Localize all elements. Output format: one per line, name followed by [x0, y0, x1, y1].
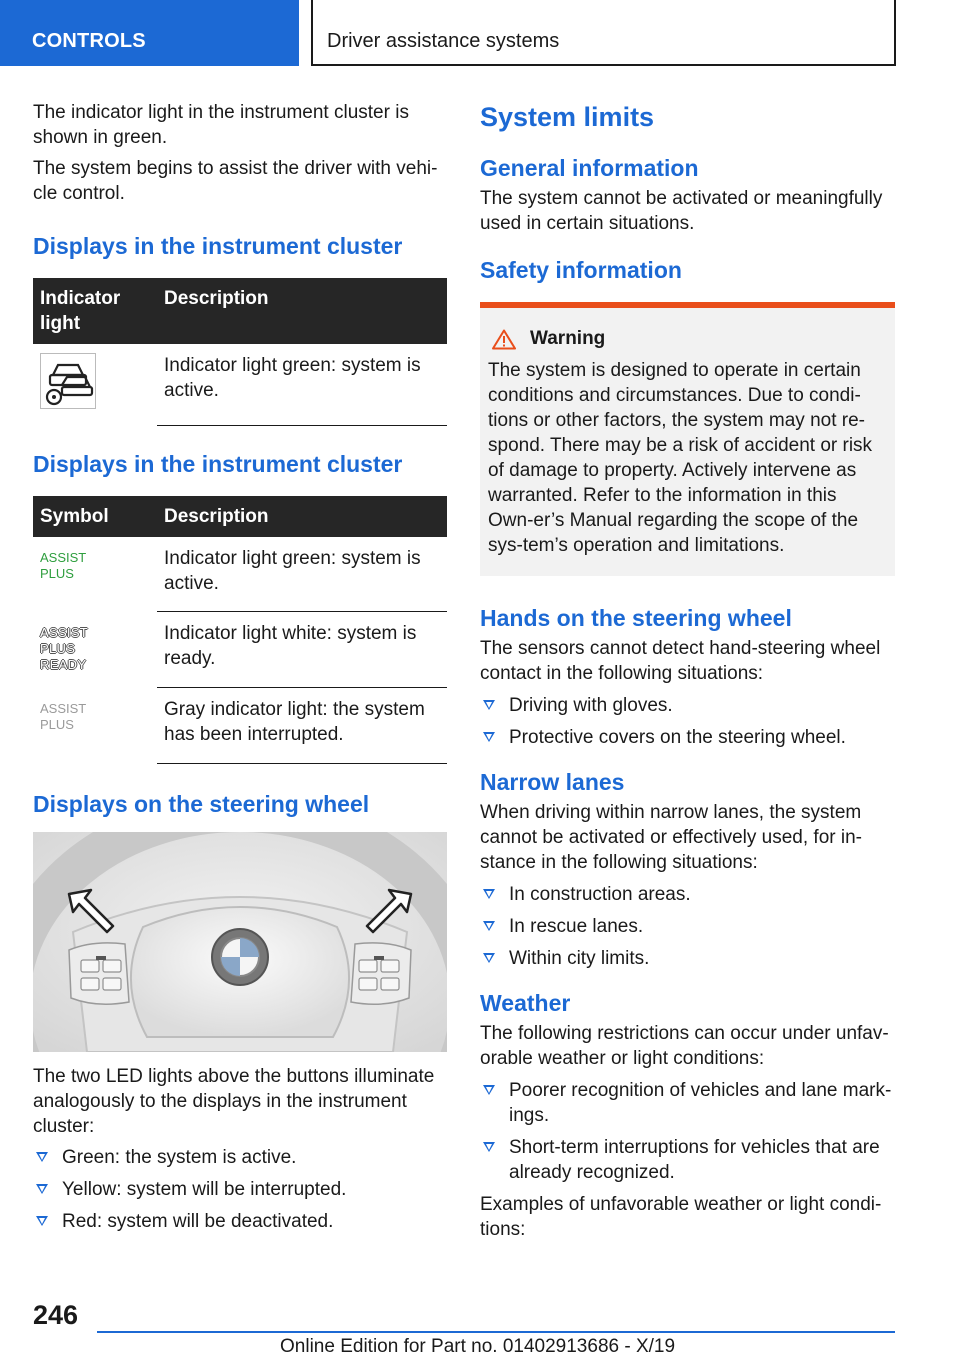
bullet-triangle-icon	[36, 1184, 48, 1194]
table-header-cell: Symbol	[33, 496, 157, 537]
table-row	[33, 688, 447, 764]
bullet-triangle-icon	[483, 921, 495, 931]
page-header	[0, 0, 960, 66]
section-heading: Safety information	[480, 257, 682, 283]
section-heading: Displays in the instrument cluster	[33, 450, 403, 477]
steering-wheel-image	[33, 832, 447, 1052]
table-header-cell: Indicator light	[33, 278, 157, 344]
narrow-list	[480, 882, 895, 971]
table-row	[33, 612, 447, 688]
table-cell: Gray indicator light: the system has been interrupted.	[157, 688, 447, 764]
edition-text: Online Edition for Part no. 01402913686 - X/19	[280, 1336, 676, 1357]
page-number: 246	[33, 1300, 79, 1330]
table-cell: Indicator light white: system is ready.	[157, 612, 447, 688]
bullet-triangle-icon	[483, 1085, 495, 1095]
symbol-table	[33, 496, 447, 765]
page-title: System limits	[480, 102, 655, 132]
bullet-triangle-icon	[483, 732, 495, 742]
bullet-triangle-icon	[483, 700, 495, 710]
section-heading: General information	[480, 155, 699, 181]
section-heading: Narrow lanes	[480, 769, 625, 795]
list-item: Yellow: system will be interrupted.	[33, 1177, 447, 1202]
left-column	[33, 100, 447, 1241]
warning-triangle-icon	[492, 329, 516, 350]
chapter-tab	[311, 0, 896, 66]
table-header-cell: Description	[157, 278, 447, 344]
list-item: Red: system will be deactivated.	[33, 1209, 447, 1234]
paragraph: Examples of unfavorable weather or light condi-tions:	[480, 1194, 882, 1240]
paragraph: The two LED lights above the buttons illuminate analogously to the displays in the instrument cluster:	[33, 1066, 435, 1137]
assist-plus-ready-icon: ASSIST PLUS READY	[40, 624, 89, 672]
list-item: Within city limits.	[480, 946, 895, 971]
intro-paragraph: The indicator light in the instrument cluster is shown in green.	[33, 102, 409, 148]
intro-paragraph: The system begins to assist the driver with vehi-cle control.	[33, 158, 438, 204]
bullet-triangle-icon	[36, 1216, 48, 1226]
footer-divider	[97, 1331, 895, 1333]
section-heading: Displays in the instrument cluster	[33, 233, 403, 259]
paragraph: The sensors cannot detect hand-steering wheel contact in the following situations:	[480, 638, 881, 684]
warning-text: The system is designed to operate in certain conditions and circumstances. Due to condi-tions or other factors, the system may not re-spond. There may be a risk of accident or risk of damage to property. Actively intervene as warranted. Refer to the information in this Own-er’s Manual regarding the scope of the sys-tem’s operation and limitations.	[488, 360, 873, 556]
warning-label: Warning	[530, 328, 606, 349]
table-cell: Indicator light green: system is active.	[157, 344, 447, 425]
list-item: Poorer recognition of vehicles and lane mark-ings.	[480, 1078, 895, 1128]
chapter-label: Driver assistance systems	[327, 30, 560, 52]
list-item: In rescue lanes.	[480, 914, 895, 939]
assist-plus-green-icon: ASSIST PLUS	[40, 549, 87, 581]
hands-list	[480, 693, 895, 750]
list-item: Short-term interruptions for vehicles that are already recognized.	[480, 1135, 895, 1185]
right-column	[480, 100, 895, 1249]
list-item: Driving with gloves.	[480, 693, 895, 718]
section-heading: Hands on the steering wheel	[480, 605, 792, 631]
paragraph: The system cannot be activated or meaningfully used in certain situations.	[480, 188, 883, 234]
list-item: Green: the system is active.	[33, 1145, 447, 1170]
section-label: CONTROLS	[32, 30, 146, 52]
hands-on-wheel-icon	[40, 353, 96, 409]
led-color-list	[33, 1145, 447, 1234]
bullet-triangle-icon	[36, 1152, 48, 1162]
list-item: In construction areas.	[480, 882, 895, 907]
list-item: Protective covers on the steering wheel.	[480, 725, 895, 750]
weather-list	[480, 1078, 895, 1185]
table-cell: Indicator light green: system is active.	[157, 537, 447, 612]
paragraph: When driving within narrow lanes, the system cannot be activated or effectively used, for in-stance in the following situations:	[480, 802, 862, 873]
warning-header	[488, 328, 887, 350]
assist-plus-gray-icon: ASSIST PLUS	[40, 700, 87, 732]
section-tab	[0, 0, 299, 66]
indicator-table	[33, 278, 447, 426]
table-row	[33, 344, 447, 425]
bullet-triangle-icon	[483, 1142, 495, 1152]
warning-box	[480, 302, 895, 576]
table-row	[33, 537, 447, 612]
section-heading: Displays on the steering wheel	[33, 791, 370, 817]
section-heading: Weather	[480, 990, 571, 1016]
bullet-triangle-icon	[483, 889, 495, 899]
bullet-triangle-icon	[483, 953, 495, 963]
table-header-cell: Description	[157, 496, 447, 537]
paragraph: The following restrictions can occur under unfav-orable weather or light conditions:	[480, 1023, 889, 1069]
